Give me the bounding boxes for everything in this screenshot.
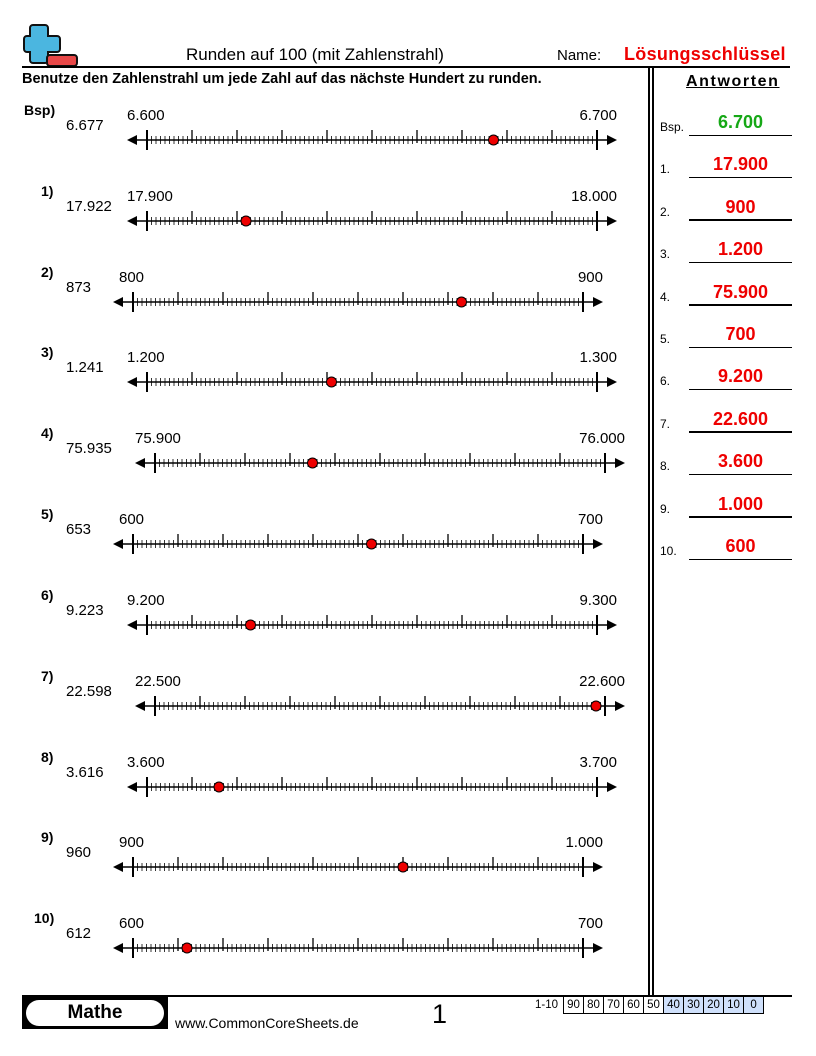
problem-label: 6) bbox=[41, 587, 54, 603]
answer-index: 9. bbox=[660, 501, 671, 516]
problem-label: 2) bbox=[41, 264, 54, 280]
start-tick-label: 6.600 bbox=[127, 107, 165, 124]
start-tick-label: 600 bbox=[119, 915, 145, 932]
answer-row bbox=[660, 191, 792, 221]
problem-label: 7) bbox=[41, 668, 54, 684]
end-tick-label: 900 bbox=[577, 269, 603, 286]
subject-label: Mathe bbox=[26, 1000, 164, 1026]
arrow-left-icon bbox=[127, 216, 137, 226]
answer-row bbox=[660, 318, 792, 348]
problem-number: 873 bbox=[66, 279, 92, 296]
name-value: Lösungsschlüssel bbox=[624, 44, 786, 64]
page-number: 1 bbox=[432, 999, 448, 1029]
problem-label: 1) bbox=[41, 183, 54, 199]
start-tick-label: 9.200 bbox=[127, 592, 165, 609]
value-marker-dot bbox=[489, 135, 499, 145]
start-tick-label: 22.500 bbox=[135, 673, 181, 690]
score-range-label: 1-10 bbox=[535, 999, 559, 1011]
problem-number: 6.677 bbox=[66, 117, 104, 134]
score-cell: 40 bbox=[664, 997, 684, 1014]
score-cell: 90 bbox=[564, 997, 584, 1014]
answer-index: 5. bbox=[660, 332, 671, 346]
problem-label: Bsp) bbox=[24, 102, 56, 118]
answer-value: 17.900 bbox=[712, 154, 769, 175]
end-tick-label: 1.300 bbox=[579, 349, 617, 366]
answer-row bbox=[660, 360, 792, 390]
answer-row bbox=[660, 233, 792, 263]
start-tick-label: 17.900 bbox=[127, 188, 173, 205]
score-cell: 50 bbox=[644, 997, 664, 1014]
arrow-right-icon bbox=[607, 135, 617, 145]
answer-index: 2. bbox=[660, 204, 671, 219]
value-marker-dot bbox=[457, 297, 467, 307]
answer-column-divider bbox=[648, 68, 654, 995]
answer-row bbox=[660, 530, 792, 560]
number-line bbox=[135, 453, 625, 473]
arrow-left-icon bbox=[127, 782, 137, 792]
problem-number: 75.935 bbox=[66, 440, 112, 457]
answer-blank-line bbox=[689, 559, 792, 561]
score-cell: 60 bbox=[624, 997, 644, 1014]
arrow-left-icon bbox=[127, 377, 137, 387]
end-tick-label: 76.000 bbox=[579, 430, 625, 447]
number-line bbox=[113, 938, 603, 958]
answer-blank-line bbox=[689, 516, 792, 518]
answer-row bbox=[660, 488, 792, 518]
answer-index: 6. bbox=[660, 374, 671, 389]
end-tick-label: 22.600 bbox=[579, 673, 625, 690]
header-rule bbox=[22, 66, 790, 68]
score-cell: 0 bbox=[744, 997, 764, 1014]
arrow-left-icon bbox=[135, 701, 145, 711]
answer-blank-line bbox=[689, 431, 792, 433]
instructions: Benutze den Zahlenstrahl um jede Zahl auf das nächste Hundert zu runden. bbox=[22, 71, 542, 87]
problem-number: 653 bbox=[66, 521, 92, 538]
problem-label: 5) bbox=[41, 506, 54, 522]
answer-value: 9.200 bbox=[717, 366, 764, 387]
arrow-left-icon bbox=[113, 943, 123, 953]
arrow-right-icon bbox=[607, 620, 617, 630]
answer-blank-line bbox=[689, 474, 792, 476]
problem-number: 1.241 bbox=[66, 359, 104, 376]
score-cell: 20 bbox=[704, 997, 724, 1014]
answer-value: 700 bbox=[725, 324, 756, 344]
answer-index: 8. bbox=[660, 459, 671, 474]
problem-label: 9) bbox=[41, 829, 54, 845]
value-marker-dot bbox=[246, 620, 256, 630]
answer-value: 1.200 bbox=[717, 239, 764, 260]
answer-index: 10. bbox=[660, 544, 677, 558]
answer-index: Bsp. bbox=[660, 120, 685, 134]
problem-label: 3) bbox=[41, 344, 54, 360]
problem-label: 4) bbox=[41, 425, 54, 441]
arrow-left-icon bbox=[135, 458, 145, 468]
score-cell: 80 bbox=[584, 997, 604, 1014]
answer-value: 75.900 bbox=[712, 281, 769, 302]
answer-value: 22.600 bbox=[712, 408, 769, 429]
name-label: Name: bbox=[557, 47, 602, 64]
problem-number: 3.616 bbox=[66, 764, 104, 781]
answer-row bbox=[660, 276, 792, 306]
end-tick-label: 18.000 bbox=[571, 188, 617, 205]
start-tick-label: 75.900 bbox=[135, 430, 181, 447]
score-cell: 10 bbox=[724, 997, 744, 1014]
value-marker-dot bbox=[398, 862, 408, 872]
arrow-right-icon bbox=[615, 701, 625, 711]
start-tick-label: 600 bbox=[119, 511, 145, 528]
number-line bbox=[135, 696, 625, 716]
plus-minus-logo-icon bbox=[0, 0, 816, 80]
answer-value: 3.600 bbox=[717, 451, 764, 472]
number-line bbox=[127, 777, 617, 797]
number-line bbox=[113, 292, 603, 312]
value-marker-dot bbox=[591, 701, 601, 711]
answer-row bbox=[660, 445, 792, 475]
arrow-right-icon bbox=[607, 377, 617, 387]
arrow-right-icon bbox=[607, 216, 617, 226]
answer-blank-line bbox=[689, 304, 792, 306]
number-line bbox=[127, 130, 617, 150]
number-line bbox=[113, 534, 603, 554]
answer-row bbox=[660, 106, 792, 136]
arrow-right-icon bbox=[593, 862, 603, 872]
arrow-right-icon bbox=[593, 539, 603, 549]
score-cell: 70 bbox=[604, 997, 624, 1014]
problem-number: 9.223 bbox=[66, 602, 104, 619]
number-line bbox=[113, 857, 603, 877]
arrow-left-icon bbox=[113, 539, 123, 549]
answer-blank-line bbox=[689, 389, 792, 391]
arrow-left-icon bbox=[113, 297, 123, 307]
end-tick-label: 700 bbox=[577, 511, 603, 528]
answer-blank-line bbox=[689, 347, 792, 349]
answer-value: 1.000 bbox=[717, 493, 764, 514]
value-marker-dot bbox=[182, 943, 192, 953]
arrow-right-icon bbox=[615, 458, 625, 468]
answer-value: 6.700 bbox=[717, 112, 764, 132]
answer-index: 7. bbox=[660, 416, 671, 431]
score-table bbox=[532, 996, 764, 1014]
number-line bbox=[127, 615, 617, 635]
end-tick-label: 700 bbox=[577, 915, 603, 932]
start-tick-label: 800 bbox=[119, 269, 145, 286]
number-line bbox=[127, 211, 617, 231]
problem-number: 22.598 bbox=[66, 683, 112, 700]
arrow-right-icon bbox=[593, 943, 603, 953]
answer-blank-line bbox=[689, 219, 792, 221]
answer-blank-line bbox=[689, 177, 792, 179]
value-marker-dot bbox=[367, 539, 377, 549]
start-tick-label: 900 bbox=[119, 834, 145, 851]
start-tick-label: 3.600 bbox=[127, 754, 165, 771]
end-tick-label: 1.000 bbox=[565, 834, 603, 851]
value-marker-dot bbox=[214, 782, 224, 792]
arrow-left-icon bbox=[127, 620, 137, 630]
site-url: www.CommonCoreSheets.de bbox=[175, 1015, 359, 1031]
problem-number: 960 bbox=[66, 844, 92, 861]
answer-blank-line bbox=[689, 262, 792, 264]
arrow-left-icon bbox=[113, 862, 123, 872]
answer-index: 3. bbox=[660, 247, 671, 262]
answer-index: 1. bbox=[660, 162, 671, 177]
answer-value: 600 bbox=[725, 536, 756, 556]
score-cell: 30 bbox=[684, 997, 704, 1014]
subject-badge bbox=[22, 997, 168, 1029]
answers-title: Antworten bbox=[686, 73, 780, 90]
value-marker-dot bbox=[327, 377, 337, 387]
arrow-right-icon bbox=[593, 297, 603, 307]
value-marker-dot bbox=[241, 216, 251, 226]
problem-label: 8) bbox=[41, 749, 54, 765]
arrow-left-icon bbox=[127, 135, 137, 145]
start-tick-label: 1.200 bbox=[127, 349, 165, 366]
worksheet-title: Runden auf 100 (mit Zahlenstrahl) bbox=[186, 45, 444, 64]
problem-number: 17.922 bbox=[66, 198, 112, 215]
problem-number: 612 bbox=[66, 925, 92, 942]
value-marker-dot bbox=[308, 458, 318, 468]
number-line bbox=[127, 372, 617, 392]
answer-value: 900 bbox=[725, 196, 756, 217]
answer-blank-line bbox=[689, 135, 792, 137]
problem-label: 10) bbox=[34, 910, 55, 926]
answer-row bbox=[660, 403, 792, 433]
end-tick-label: 3.700 bbox=[579, 754, 617, 771]
end-tick-label: 6.700 bbox=[579, 107, 617, 124]
end-tick-label: 9.300 bbox=[579, 592, 617, 609]
answer-row bbox=[660, 148, 792, 178]
answer-index: 4. bbox=[660, 289, 671, 304]
arrow-right-icon bbox=[607, 782, 617, 792]
